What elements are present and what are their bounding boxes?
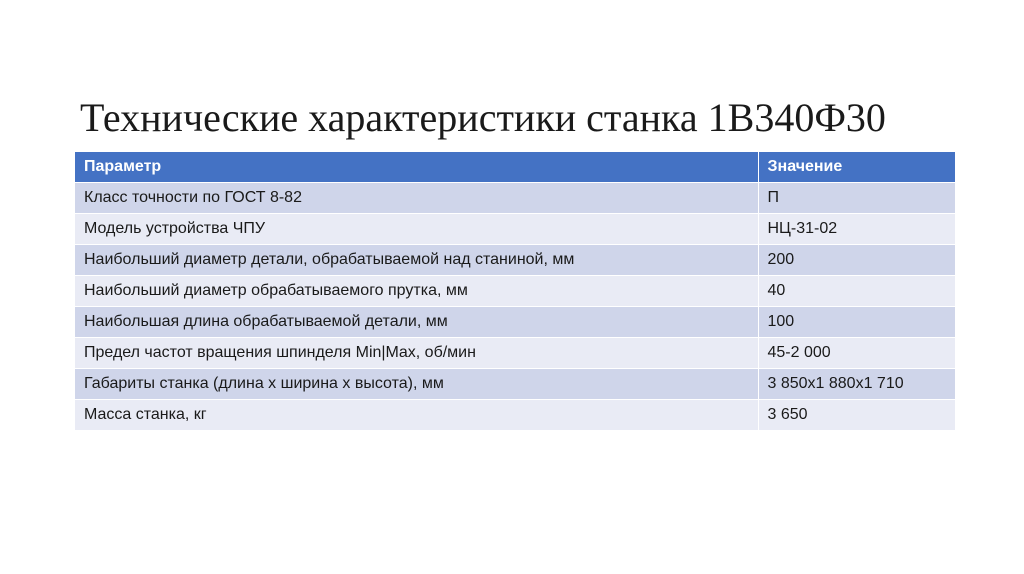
header-value: Значение	[758, 152, 955, 182]
cell-parameter: Наибольшая длина обрабатываемой детали, мм	[75, 306, 758, 337]
cell-parameter: Предел частот вращения шпинделя Min|Max, об/мин	[75, 337, 758, 368]
table-row	[75, 213, 955, 244]
cell-parameter: Наибольший диаметр обрабатываемого прутка, мм	[75, 275, 758, 306]
cell-value: 40	[758, 275, 955, 306]
cell-value: 3 850x1 880x1 710	[758, 368, 955, 399]
cell-parameter: Модель устройства ЧПУ	[75, 213, 758, 244]
header-parameter: Параметр	[75, 152, 758, 182]
slide-title: Технические характеристики станка 1В340Ф30	[80, 95, 886, 140]
table-row	[75, 275, 955, 306]
table-row	[75, 337, 955, 368]
spec-table	[75, 152, 956, 430]
table-row	[75, 368, 955, 399]
table-row	[75, 306, 955, 337]
cell-value: 200	[758, 244, 955, 275]
cell-value: 3 650	[758, 399, 955, 430]
cell-value: 100	[758, 306, 955, 337]
table-header-row	[75, 152, 955, 182]
cell-value: 45-2 000	[758, 337, 955, 368]
cell-parameter: Наибольший диаметр детали, обрабатываемой над станиной, мм	[75, 244, 758, 275]
table-row	[75, 182, 955, 213]
cell-parameter: Класс точности по ГОСТ 8-82	[75, 182, 758, 213]
cell-value: П	[758, 182, 955, 213]
cell-parameter: Масса станка, кг	[75, 399, 758, 430]
table-row	[75, 399, 955, 430]
table-row	[75, 244, 955, 275]
cell-parameter: Габариты станка (длина x ширина x высота), мм	[75, 368, 758, 399]
cell-value: НЦ-31-02	[758, 213, 955, 244]
